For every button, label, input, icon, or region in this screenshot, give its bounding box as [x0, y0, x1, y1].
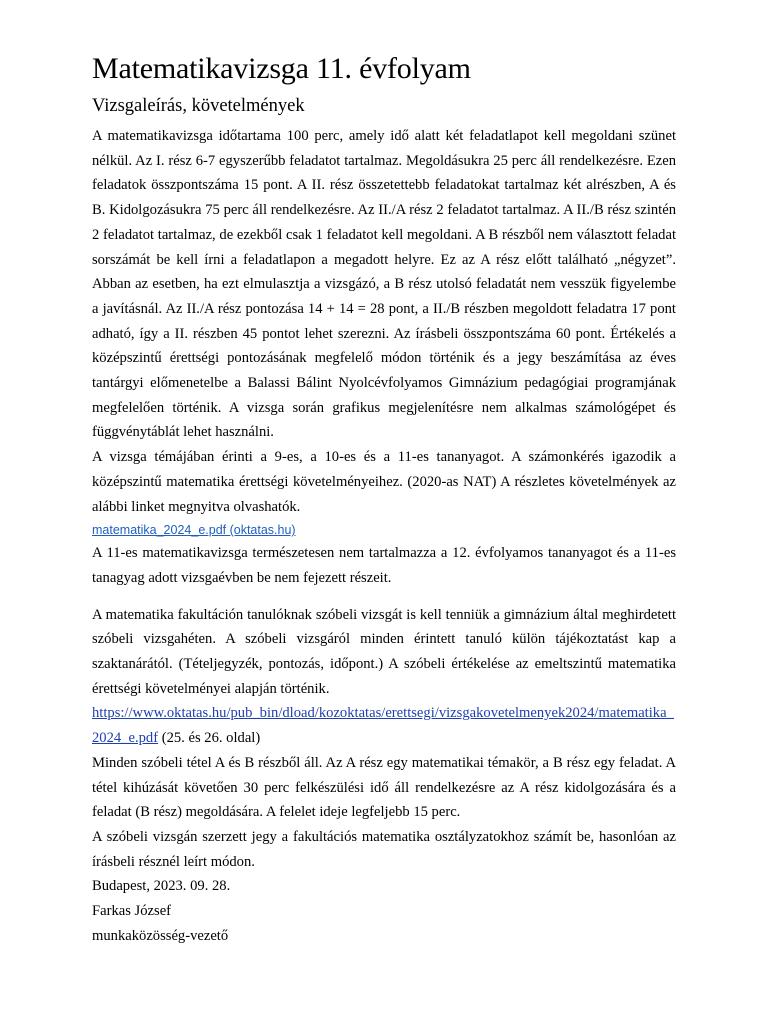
document-subtitle: Vizsgaleírás, követelmények	[92, 96, 305, 116]
requirements-link[interactable]: matematika_2024_e.pdf (oktatas.hu)	[92, 523, 296, 538]
paragraph-oral-grade: A szóbeli vizsgán szerzett jegy a fakultációs matematika osztályzatokhoz számít be, hasonlóan az írásbeli résznél leírt módon.	[92, 828, 676, 870]
signer-role: munkaközösség-vezető	[92, 927, 229, 944]
paragraph-oral-exam: A matematika fakultáción tanulóknak szóbeli vizsgát is kell tenniük a gimnázium által meghirdetett szóbeli vizsgahéten. A szóbeli vizsgáról minden érintett tanuló külön tájékoztatást kap a szaktanárától. (Tételjegyzék, pontozás, időpont.) A szóbeli értékelése az emeltszintű matematika érettségi követelményei alapján történik.	[92, 606, 676, 697]
paragraph-exclusions: A 11-es matematikavizsga természetesen nem tartalmazza a 12. évfolyamos tananyagot és a 11-es tanagyag adott vizsgaévben be nem fejezett részeit.	[92, 545, 676, 586]
oral-requirements-line	[92, 701, 676, 750]
document-page	[92, 50, 676, 949]
place-date: Budapest, 2023. 09. 28.	[92, 878, 231, 895]
document-title: Matematikavizsga 11. évfolyam	[92, 52, 471, 85]
paragraph-oral-structure: Minden szóbeli tétel A és B részből áll. Az A rész egy matematikai témakör, a B rész egy feladat. A tétel kihúzását követően 30 perc felkészülési idő áll rendelkezésre az A rész kidolgozására és a feladat (B rész) megoldására. A felelet ideje legfeljebb 15 perc.	[92, 754, 676, 821]
signer-name: Farkas József	[92, 903, 172, 920]
link-page-reference: (25. és 26. oldal)	[158, 730, 261, 747]
paragraph-exam-topics: A vizsga témájában érinti a 9-es, a 10-es és a 11-es tananyagot. A számonkérés igazodik a középszintű matematika érettségi követelményeihez. (2020-as NAT) A részletes követelmények az alábbi linket megnyitva olvashatók.	[92, 449, 676, 515]
oral-requirements-link[interactable]: https://www.oktatas.hu/pub_bin/dload/kozoktatas/erettsegi/vizsgakovetelmenyek2024/matematika_2024_e.pdf	[92, 705, 674, 747]
paragraph-exam-description: A matematikavizsga időtartama 100 perc, amely idő alatt két feladatlapot kell megoldani szünet nélkül. Az I. rész 6-7 egyszerűbb feladatot tartalmaz. Megoldásukra 25 perc áll rendelkezésre. Ezen feladatok összpontszáma 15 pont. A II. rész összetettebb feladatokat tartalmaz két alrészben, A és B. Kidolgozásukra 75 perc áll rendelkezésre. Az II./A rész 2 feladatot tartalmaz. A II./B rész szintén 2 feladatot tartalmaz, de ezekből csak 1 feladatot kell megoldani. A B részből nem választott feladat sorszámát be kell írni a feladatlapon a megadott helyre. Ez az A rész előtt található „négyzet”. Abban az esetben, ha ezt elmulasztja a vizsgázó, a B rész utolsó feladatát nem vesszük figyelembe a javításnál. Az II./A rész pontozása 14 + 14 = 28 pont, a II./B részben megoldott feladatra 17 pont adható, így a II. részben 45 pontot lehet szerezni. Az írásbeli összpontszáma 60 pont. Értékelés a középszintű érettségi pontozásának megfelelő módon történik és a jegy beszámítása az éves tantárgyi előmenetelbe a Balassi Bálint Nyolcévfolyamos Gimnázium pedagógiai programjának megfelelően történik. A vizsga során grafikus megjelenítésre nem alkalmas számológépet és függvénytáblát lehet használni.	[92, 128, 676, 441]
